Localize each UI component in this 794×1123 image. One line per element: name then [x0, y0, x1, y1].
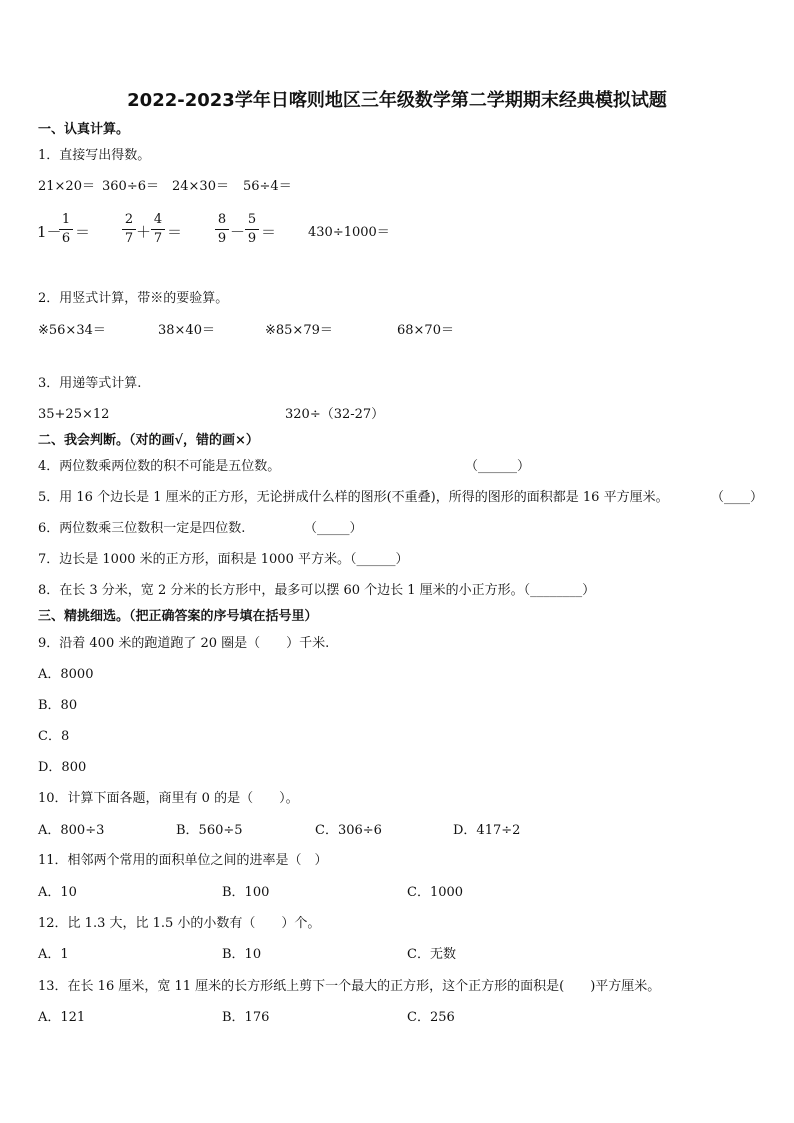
q2-label: 2．用竖式计算，带※的要验算。	[38, 291, 229, 306]
section-2-heading: 二、我会判断。（对的画√，错的画×）	[38, 433, 259, 448]
q1-frac-b2	[151, 212, 165, 247]
denominator: 7	[124, 231, 134, 246]
q2-item-1: ※56×34＝	[38, 323, 106, 338]
denominator: 7	[153, 231, 163, 246]
q5-answer-blank[interactable]: （____）	[711, 490, 764, 505]
fraction-bar	[122, 229, 136, 230]
q10-option-b[interactable]: B．560÷5	[176, 823, 243, 838]
exam-title: 2022-2023学年日喀则地区三年级数学第二学期期末经典模拟试题	[127, 90, 667, 111]
q1-frac-c2	[245, 212, 259, 247]
q2-item-4: 68×70＝	[397, 323, 454, 338]
q13-option-a[interactable]: A．121	[38, 1010, 86, 1025]
q11-option-b[interactable]: B．100	[222, 885, 270, 900]
q13-option-b[interactable]: B．176	[222, 1010, 270, 1025]
q1-frac-a-lead: 1－	[37, 223, 62, 241]
q3-label: 3．用递等式计算.	[38, 376, 142, 391]
q1-calc-decimal: 430÷1000＝	[308, 225, 390, 240]
fraction-bar	[215, 229, 229, 230]
q1-frac-c-minus: －	[230, 223, 246, 241]
q9-option-c[interactable]: C．8	[38, 729, 70, 744]
denominator: 9	[217, 231, 227, 246]
q3-item-1: 35+25×12	[38, 407, 110, 422]
q2-item-2: 38×40＝	[158, 323, 215, 338]
q1-frac-a	[59, 212, 73, 247]
q1-frac-b1	[122, 212, 136, 247]
q3-item-2: 320÷（32-27）	[285, 407, 385, 422]
q1-calc-1: 21×20＝	[38, 179, 95, 194]
q7-text: 7．边长是 1000 米的正方形，面积是 1000 平方米。（______）	[38, 552, 409, 567]
q12-option-a[interactable]: A．1	[38, 947, 69, 962]
q13-option-c[interactable]: C．256	[407, 1010, 455, 1025]
q4-text: 4．两位数乘两位数的积不可能是五位数。	[38, 459, 281, 474]
q9-stem: 9．沿着 400 米的跑道跑了 20 圈是（ ）千米.	[38, 636, 330, 651]
q8-text: 8．在长 3 分米，宽 2 分米的长方形中，最多可以摆 60 个边长 1 厘米的小正方形。（________）	[38, 583, 596, 598]
q13-stem: 13．在长 16 厘米，宽 11 厘米的长方形纸上剪下一个最大的正方形，这个正方形的面积是( )平方厘米。	[38, 979, 661, 994]
section-3-heading: 三、精挑细选。（把正确答案的序号填在括号里）	[38, 609, 318, 624]
numerator: 2	[124, 212, 134, 227]
section-1-heading: 一、认真计算。	[38, 122, 130, 137]
q1-frac-a-eq: ＝	[75, 223, 91, 241]
q9-option-a[interactable]: A．8000	[38, 667, 94, 682]
q11-stem: 11．相邻两个常用的面积单位之间的进率是（ ）	[38, 853, 328, 868]
numerator: 5	[247, 212, 257, 227]
fraction-bar	[59, 229, 73, 230]
q10-stem: 10．计算下面各题，商里有 0 的是（ ）。	[38, 791, 299, 806]
fraction-bar	[151, 229, 165, 230]
q12-option-b[interactable]: B．10	[222, 947, 262, 962]
q1-label: 1．直接写出得数。	[38, 148, 151, 163]
q9-option-d[interactable]: D．800	[38, 760, 87, 775]
fraction-bar	[245, 229, 259, 230]
q6-text: 6．两位数乘三位数积一定是四位数.	[38, 521, 246, 536]
q10-option-c[interactable]: C．306÷6	[315, 823, 382, 838]
numerator: 4	[153, 212, 163, 227]
q10-option-d[interactable]: D．417÷2	[453, 823, 521, 838]
numerator: 8	[217, 212, 227, 227]
q6-answer-blank[interactable]: （_____）	[304, 521, 363, 536]
q5-text: 5．用 16 个边长是 1 厘米的正方形，无论拼成什么样的图形(不重叠)，所得的图形的面积都是 16 平方厘米。	[38, 490, 669, 505]
q12-option-c[interactable]: C．无数	[407, 947, 456, 962]
q11-option-c[interactable]: C．1000	[407, 885, 464, 900]
q1-frac-c-eq: ＝	[261, 223, 277, 241]
q9-option-b[interactable]: B．80	[38, 698, 78, 713]
q2-item-3: ※85×79＝	[265, 323, 333, 338]
q1-calc-3: 24×30＝	[172, 179, 229, 194]
denominator: 6	[61, 231, 71, 246]
q12-stem: 12．比 1.3 大，比 1.5 小的小数有（ ）个。	[38, 916, 321, 931]
q1-calc-4: 56÷4＝	[243, 179, 292, 194]
q1-frac-b-eq: ＝	[167, 223, 183, 241]
numerator: 1	[61, 212, 71, 227]
q1-calc-2: 360÷6＝	[102, 179, 159, 194]
denominator: 9	[247, 231, 257, 246]
q1-frac-b-plus: ＋	[136, 223, 152, 241]
q10-option-a[interactable]: A．800÷3	[38, 823, 105, 838]
q11-option-a[interactable]: A．10	[38, 885, 77, 900]
q1-frac-c1	[215, 212, 229, 247]
q4-answer-blank[interactable]: （______）	[465, 459, 531, 474]
